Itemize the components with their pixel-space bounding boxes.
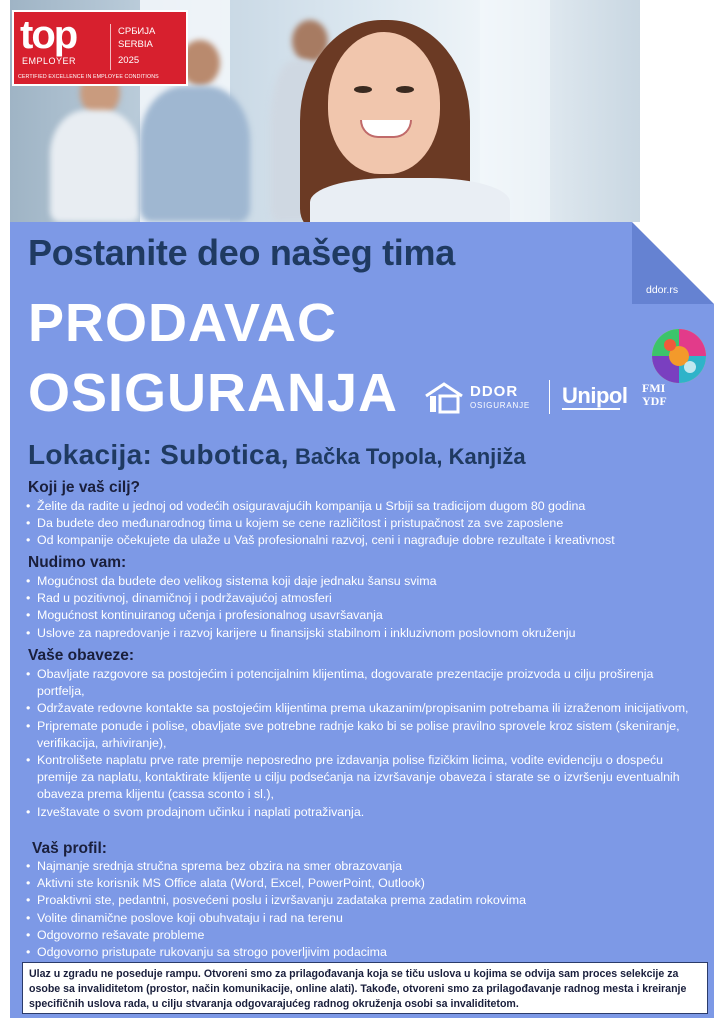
fmi-logo-text	[642, 382, 667, 408]
list-item: • Kontrolišete naplatu prve rate premije neposredno pre izdavanja polise fizičkim licima, vodite evidenciju o dospeću premije za naplatu, kontaktirate klijente u cilju podsećanja na izvršavanje obaveza i starate se o izvršenju eventualnih obaveza prema klijentu (cassa sconto i sl.),	[24, 752, 704, 804]
section-title-offer: Nudimo vam:	[28, 554, 127, 571]
list-item: • Aktivni ste korisnik MS Office alata (Word, Excel, PowerPoint, Outlook)	[24, 875, 704, 892]
list-item: • Rad u pozitivnoj, dinamičnoj i podržavajućoj atmosferi	[24, 590, 704, 607]
accessibility-note: Ulaz u zgradu ne poseduje rampu. Otvoreni smo za prilagođavanja koja se tiču uslova u kojima se odvija sam proces selekcije za osobe sa invaliditetom (prostor, način komunikacije, online alati). Takođe, otvoreni smo za prilagođavanje radnog mesta i kreiranje specifičnih uslova rada, u cilju stvaranja odgovarajućeg radnog okruženja osobi sa invaliditetom.	[22, 962, 708, 1014]
top-logo-word: top	[20, 13, 77, 57]
section-title-profile: Vaš profil:	[32, 840, 107, 857]
ddor-logo-name: DDOR	[470, 383, 519, 400]
section-title-duties: Vaše obaveze:	[28, 647, 134, 664]
top-employer-badge	[12, 10, 188, 86]
badge-divider	[110, 24, 111, 70]
location	[28, 439, 526, 471]
fmi-ball-icon	[650, 327, 708, 385]
website-link[interactable]: ddor.rs	[646, 284, 679, 296]
logo-separator	[549, 380, 550, 414]
list-item: • Mogućnost kontinuiranog učenja i profesionalnog usavršavanja	[24, 607, 704, 624]
section-title-goal: Koji je vaš cilj?	[28, 479, 140, 496]
list-item: • Izveštavate o svom prodajnom učinku i naplati potraživanja.	[24, 804, 704, 821]
badge-year: 2025	[118, 55, 140, 66]
ddor-logo-icon	[424, 382, 464, 414]
fmi-line1: FMI	[642, 381, 666, 395]
job-title-line2: OSIGURANJA	[28, 363, 399, 423]
list-item: • Odgovorno pristupate rukovanju sa strogo poverljivim podacima	[24, 944, 704, 961]
job-title-line1: PRODAVAC	[28, 293, 338, 353]
list-item: • Proaktivni ste, pedantni, posvećeni poslu i izvršavanju zadataka prema zadatim rokovima	[24, 892, 704, 909]
duties-list	[24, 666, 704, 821]
list-item: • Volite dinamične poslove koji obuhvataju i rad na terenu	[24, 910, 704, 927]
list-item: • Pripremate ponude i polise, obavljate sve potrebne radnje kako bi se polise pravilno sprovele kroz sistem (skeniranje, verifikacija, arhiviranje),	[24, 718, 704, 752]
list-item: • Od kompanije očekujete da ulaže u Vaš profesionalni razvoj, ceni i nagrađuje dobre rezultate i kreativnost	[24, 532, 704, 549]
badge-country-latin: SERBIA	[118, 39, 153, 50]
goal-list	[24, 498, 704, 550]
badge-certified: CERTIFIED EXCELLENCE IN EMPLOYEE CONDITIONS	[18, 74, 159, 80]
list-item: • Mogućnost da budete deo velikog sistema koji daje jednaku šansu svima	[24, 573, 704, 590]
location-cities: Bačka Topola, Kanjiža	[288, 444, 526, 469]
fmi-line2: YDF	[642, 394, 667, 408]
unipol-underline	[562, 408, 620, 410]
badge-employer: EMPLOYER	[22, 56, 77, 66]
list-item: • Održavate redovne kontakte sa postojećim klijentima prema ukazanim/propisanim potrebama ili izraženom inicijativom,	[24, 700, 704, 717]
list-item: • Želite da radite u jednoj od vodećih osiguravajućih kompanija u Srbiji sa tradicijom dugom 80 godina	[24, 498, 704, 515]
list-item: • Obavljate razgovore sa postojećim i potencijalnim klijentima, dogovarate prezentacije proizvoda u cilju proširenja portfelja,	[24, 666, 704, 700]
list-item: • Da budete deo međunarodnog tima u kojem se cene različitost i pristupačnost za sve zaposlene	[24, 515, 704, 532]
list-item: • Najmanje srednja stručna sprema bez obzira na smer obrazovanja	[24, 858, 704, 875]
profile-list	[24, 858, 704, 961]
page-heading: Postanite deo našeg tima	[28, 232, 455, 273]
offer-list	[24, 573, 704, 642]
location-label: Lokacija: Subotica,	[28, 439, 289, 470]
ddor-logo-sub: OSIGURANJE	[470, 401, 531, 410]
unipol-logo: Unipol	[562, 383, 628, 408]
badge-country-cyrillic: СРБИЈА	[118, 26, 156, 37]
list-item: • Uslove za napredovanje i razvoj karijere u finansijski stabilnom i inkluzivnom poslovnom okruženju	[24, 625, 704, 642]
corner-whitespace	[640, 0, 724, 222]
list-item: • Odgovorno rešavate probleme	[24, 927, 704, 944]
